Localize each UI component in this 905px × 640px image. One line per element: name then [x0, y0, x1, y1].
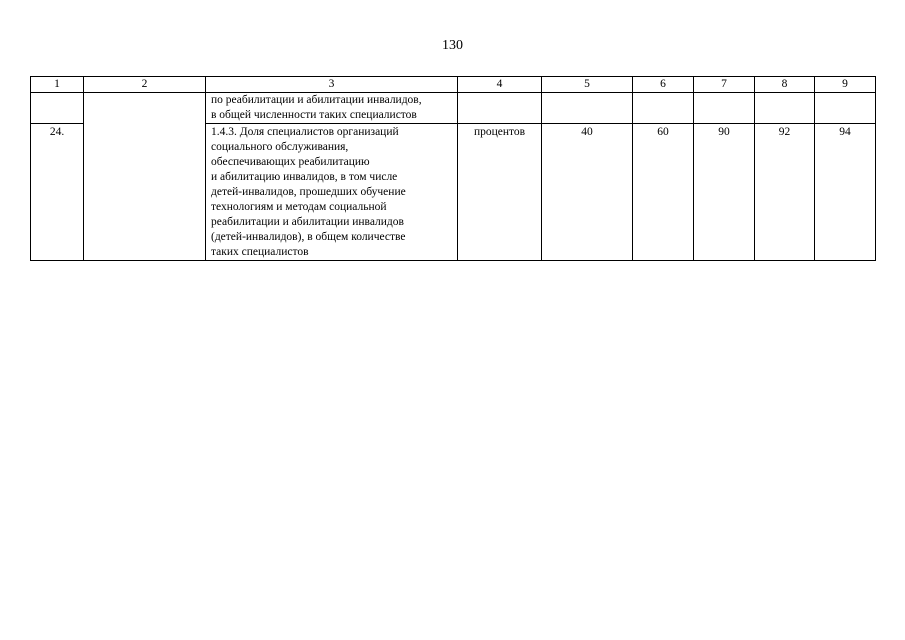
value-col5: 40	[542, 124, 633, 261]
header-col-2: 2	[84, 77, 206, 93]
unit-cell	[458, 93, 542, 124]
header-col-5: 5	[542, 77, 633, 93]
value-col5	[542, 93, 633, 124]
value-col6: 60	[633, 124, 694, 261]
header-col-3: 3	[206, 77, 458, 93]
unit-cell: процентов	[458, 124, 542, 261]
value-col7	[694, 93, 755, 124]
value-col8: 92	[755, 124, 815, 261]
value-col8	[755, 93, 815, 124]
page-number: 130	[442, 38, 463, 53]
indicator-text: по реабилитации и абилитации инвалидов, в общей численности таких специалистов	[206, 93, 458, 124]
table-row	[31, 124, 876, 261]
header-col-7: 7	[694, 77, 755, 93]
value-col9	[815, 93, 876, 124]
header-col-8: 8	[755, 77, 815, 93]
indicator-text: 1.4.3. Доля специалистов организаций социального обслуживания, обеспечивающих реабилитацию и абилитацию инвалидов, в том числе детей-инвалидов, прошедших обучение технологиям и методам социальной реабилитации и абилитации инвалидов (детей-инвалидов), в общем количестве таких специалистов	[206, 124, 458, 261]
row-col2	[84, 124, 206, 261]
row-number	[31, 93, 84, 124]
header-col-6: 6	[633, 77, 694, 93]
row-col2	[84, 93, 206, 124]
data-table	[30, 76, 876, 261]
header-col-1: 1	[31, 77, 84, 93]
row-number: 24.	[31, 124, 84, 261]
value-col9: 94	[815, 124, 876, 261]
table-header-row	[31, 77, 876, 93]
value-col7: 90	[694, 124, 755, 261]
header-col-4: 4	[458, 77, 542, 93]
table-row	[31, 93, 876, 124]
header-col-9: 9	[815, 77, 876, 93]
value-col6	[633, 93, 694, 124]
